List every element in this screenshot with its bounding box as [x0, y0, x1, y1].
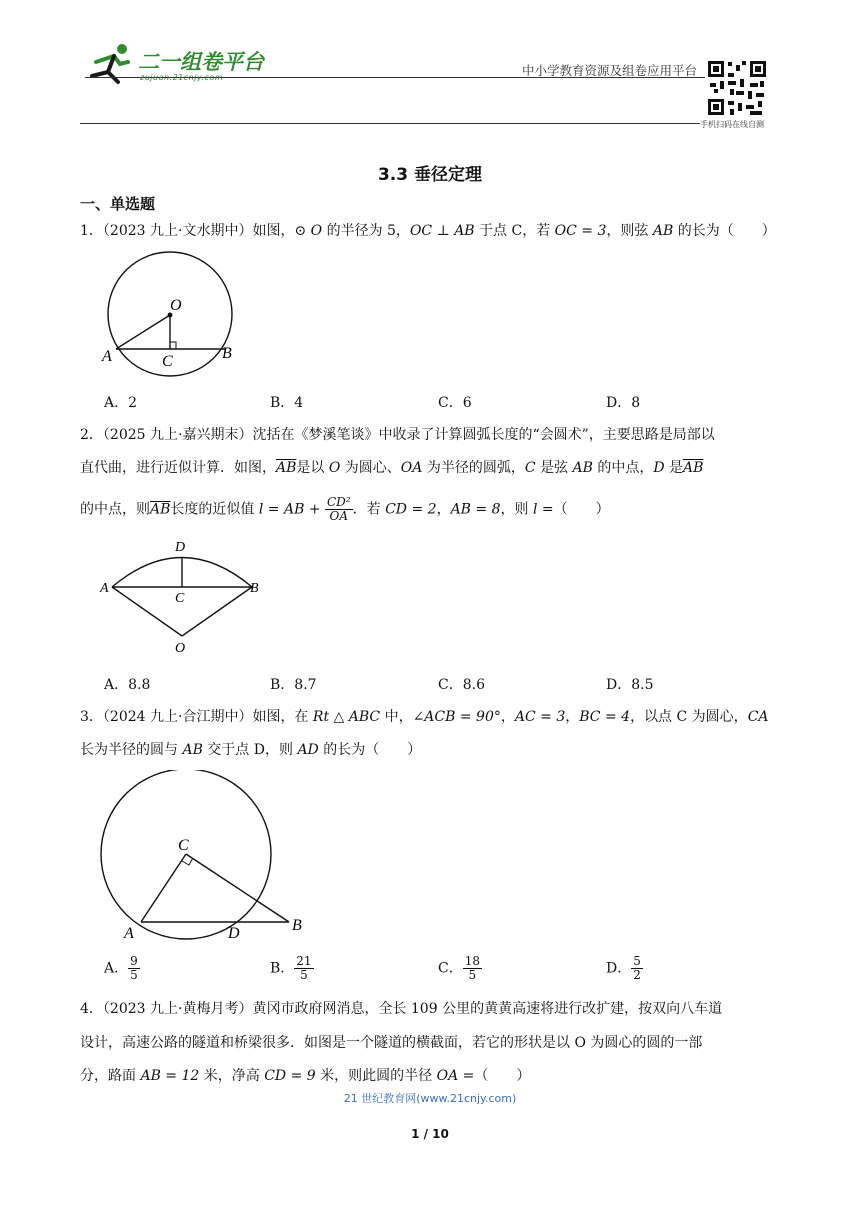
- header-line-bottom: [80, 123, 700, 124]
- footer-link[interactable]: 21 世纪教育网(www.21cnjy.com): [343, 1092, 517, 1105]
- question-source: （2023 九上·黄梅月考）: [102, 1001, 253, 1017]
- option-letter: C．: [438, 677, 463, 693]
- math-ad: AD: [297, 742, 319, 758]
- question-number: 2．: [80, 427, 103, 443]
- stem-text: ，则: [500, 501, 533, 518]
- stem-text: 长度的近似值: [170, 501, 259, 518]
- question-3-figure: [96, 770, 316, 946]
- stem-text: 为半径的圆弧，: [422, 460, 525, 476]
- stem-text: ，: [436, 501, 451, 518]
- math-circle-o: ⊙ O: [294, 223, 323, 239]
- fraction-denominator: OA: [329, 509, 349, 523]
- option-d[interactable]: [606, 392, 640, 412]
- stem-text: 是以: [296, 460, 329, 476]
- stem-text: 的长为（ ）: [673, 223, 776, 239]
- fraction-numerator: 18: [464, 954, 480, 968]
- question-number: 4．: [80, 1001, 103, 1017]
- math-ca: CA: [747, 709, 769, 725]
- qr-caption: 手机扫码在线自测: [700, 120, 764, 129]
- stem-text: ，则弦: [606, 223, 653, 239]
- math-oa-eq: OA =: [436, 1068, 475, 1084]
- option-b[interactable]: [270, 674, 317, 694]
- math-oc-eq: OC = 3: [554, 223, 607, 239]
- label-b: B: [292, 917, 302, 934]
- question-1-stem: [80, 221, 780, 241]
- math-cd-eq: CD = 9: [264, 1068, 316, 1084]
- stem-text: 的半径为 5，: [322, 223, 410, 239]
- label-b: B: [222, 345, 232, 362]
- math-bc: BC = 4: [579, 709, 631, 725]
- option-letter: D．: [606, 395, 632, 411]
- math-d: D: [653, 460, 665, 476]
- option-a[interactable]: [104, 955, 140, 982]
- stem-text: 交于点 D，则: [202, 742, 298, 758]
- math-ab: AB: [652, 223, 674, 239]
- stem-text: 是弦: [535, 460, 573, 476]
- label-a: A: [124, 925, 134, 942]
- math-ab-eq: AB = 8: [450, 501, 501, 518]
- logo-text: 二一组卷平台: [138, 50, 264, 74]
- question-2-figure: [96, 536, 268, 658]
- option-d[interactable]: [606, 955, 643, 982]
- question-4-line-2: [80, 1033, 702, 1053]
- math-o: O: [328, 460, 341, 476]
- option-a[interactable]: [104, 674, 150, 694]
- math-arc-ab: $\overline{AB}$: [276, 460, 297, 476]
- option-text: 8: [631, 395, 641, 411]
- option-a[interactable]: [104, 392, 137, 412]
- math-arc-ab: $\overline{AB}$: [150, 501, 171, 518]
- label-a: A: [102, 348, 112, 365]
- math-ac: AC = 3: [514, 709, 566, 725]
- option-fraction: [294, 955, 313, 982]
- stem-text: 是: [664, 460, 684, 476]
- option-letter: A．: [104, 395, 129, 411]
- math-oa: OA: [400, 460, 423, 476]
- page-title: 3.3 垂径定理: [377, 165, 483, 185]
- runner-icon: [86, 42, 134, 86]
- label-o: O: [175, 641, 186, 656]
- math-cd-eq: CD = 2: [385, 501, 437, 518]
- question-number: 3．: [80, 709, 103, 725]
- math-ab-eq: AB = 12: [140, 1068, 200, 1084]
- question-source: （2024 九上·合江期中）: [102, 709, 253, 725]
- option-text: 8.7: [294, 677, 317, 693]
- option-text: 4: [294, 395, 304, 411]
- question-3-line-2: [80, 740, 421, 760]
- fraction-denominator: 5: [468, 968, 477, 982]
- question-source: （2025 九上·嘉兴期末）: [102, 427, 253, 443]
- stem-text: 如图，: [252, 223, 295, 239]
- stem-text: 米，则此圆的半径: [315, 1068, 437, 1084]
- label-a: A: [100, 581, 109, 596]
- option-text: 8.5: [631, 677, 654, 693]
- question-3-line-1: [80, 707, 769, 727]
- stem-text: ，: [500, 709, 515, 725]
- question-3-options: [104, 955, 744, 989]
- stem-text: 直代曲，进行近似计算．如图，: [80, 460, 276, 476]
- option-text: 2: [128, 395, 138, 411]
- option-letter: B．: [270, 395, 295, 411]
- label-o: O: [170, 297, 182, 314]
- stem-text: 沈括在《梦溪笔谈》中收录了计算圆弧长度的“会圆术”，主要思路是局部以: [252, 427, 715, 443]
- header-tagline: 中小学教育资源及组卷应用平台: [522, 64, 698, 78]
- qr-code-icon: [706, 59, 768, 117]
- stem-text: 设计，高速公路的隧道和桥梁很多．如图是一个隧道的横截面，若它的形状是以 O 为圆心的圆的一部: [80, 1035, 703, 1051]
- math-ab: AB: [572, 460, 593, 476]
- option-letter: D．: [606, 677, 632, 693]
- stem-text: 中，: [380, 709, 413, 725]
- label-d: D: [228, 925, 240, 942]
- question-2-line-3: [80, 496, 610, 523]
- page-number: 1 / 10: [411, 1127, 449, 1141]
- stem-text: ，: [565, 709, 580, 725]
- stem-text: 黄冈市政府网消息，全长 109 公里的黄黄高速将进行改扩建，按双向八车道: [252, 1001, 723, 1017]
- stem-text: 如图，在: [252, 709, 313, 725]
- math-fraction: [325, 496, 353, 523]
- stem-text: （ ）: [474, 1068, 531, 1084]
- stem-text: 长为半径的圆与: [80, 742, 183, 758]
- math-c: C: [524, 460, 536, 476]
- logo: [86, 40, 286, 88]
- stem-text: 分，路面: [80, 1068, 141, 1084]
- fraction-denominator: 5: [130, 968, 138, 982]
- option-text: 6: [462, 395, 472, 411]
- stem-text: 为圆心、: [340, 460, 401, 476]
- question-source: （2023 九上·文水期中）: [102, 223, 253, 239]
- label-b: B: [250, 581, 259, 596]
- option-letter: C．: [438, 395, 463, 411]
- stem-text: （ ）: [553, 501, 610, 518]
- option-letter: D．: [606, 960, 632, 977]
- stem-text: 于点 C，若: [474, 223, 555, 239]
- stem-text: 的中点，则: [80, 501, 150, 518]
- math-arc-ab: $\overline{AB}$: [683, 460, 704, 476]
- stem-text: ．若: [352, 501, 386, 518]
- label-c: C: [178, 837, 189, 854]
- fraction-numerator: 5: [633, 954, 641, 968]
- option-c[interactable]: [438, 955, 482, 982]
- question-2-line-2: [80, 458, 703, 478]
- math-oc-perp-ab: OC ⊥ AB: [409, 223, 475, 239]
- option-d[interactable]: [606, 674, 654, 694]
- qr-code[interactable]: [706, 59, 768, 117]
- option-text: 8.6: [462, 677, 485, 693]
- option-letter: A．: [104, 677, 129, 693]
- question-2-options: [104, 674, 744, 694]
- option-letter: C．: [438, 960, 463, 977]
- fraction-numerator: 9: [130, 954, 138, 968]
- stem-text: ，以点 C 为圆心，: [630, 709, 748, 725]
- option-letter: B．: [270, 960, 295, 977]
- option-letter: B．: [270, 677, 295, 693]
- option-text: 8.8: [128, 677, 151, 693]
- section-heading: 一、单选题: [80, 195, 156, 213]
- option-b[interactable]: [270, 955, 314, 982]
- fraction-denominator: 5: [300, 968, 308, 982]
- question-number: 1．: [80, 223, 103, 239]
- option-b[interactable]: [270, 392, 303, 412]
- question-4-line-1: [80, 999, 722, 1019]
- stem-text: 的中点，: [592, 460, 654, 476]
- option-letter: A．: [104, 960, 129, 977]
- option-fraction: [631, 955, 643, 982]
- question-2-line-1: [80, 425, 715, 445]
- math-formula: l = AB +: [258, 501, 325, 518]
- stem-text: 米，净高: [199, 1068, 265, 1084]
- option-fraction: [463, 955, 482, 982]
- label-d: D: [175, 540, 186, 555]
- question-1-figure: [100, 244, 250, 384]
- math-rt-triangle: Rt △ ABC: [312, 709, 381, 725]
- question-1-options: [104, 392, 744, 412]
- math-angle: ∠ACB = 90°: [412, 709, 501, 725]
- option-c[interactable]: [438, 674, 485, 694]
- fraction-denominator: 2: [633, 968, 641, 982]
- label-c: C: [162, 353, 173, 370]
- question-4-line-3: [80, 1066, 530, 1086]
- fraction-numerator: 21: [296, 954, 312, 968]
- fraction-numerator: CD²: [327, 495, 351, 509]
- math-l-eq: l =: [532, 501, 554, 518]
- option-fraction: [128, 955, 140, 982]
- stem-text: 的长为（ ）: [318, 742, 422, 758]
- math-ab: AB: [182, 742, 203, 758]
- option-c[interactable]: [438, 392, 472, 412]
- label-c: C: [175, 591, 185, 606]
